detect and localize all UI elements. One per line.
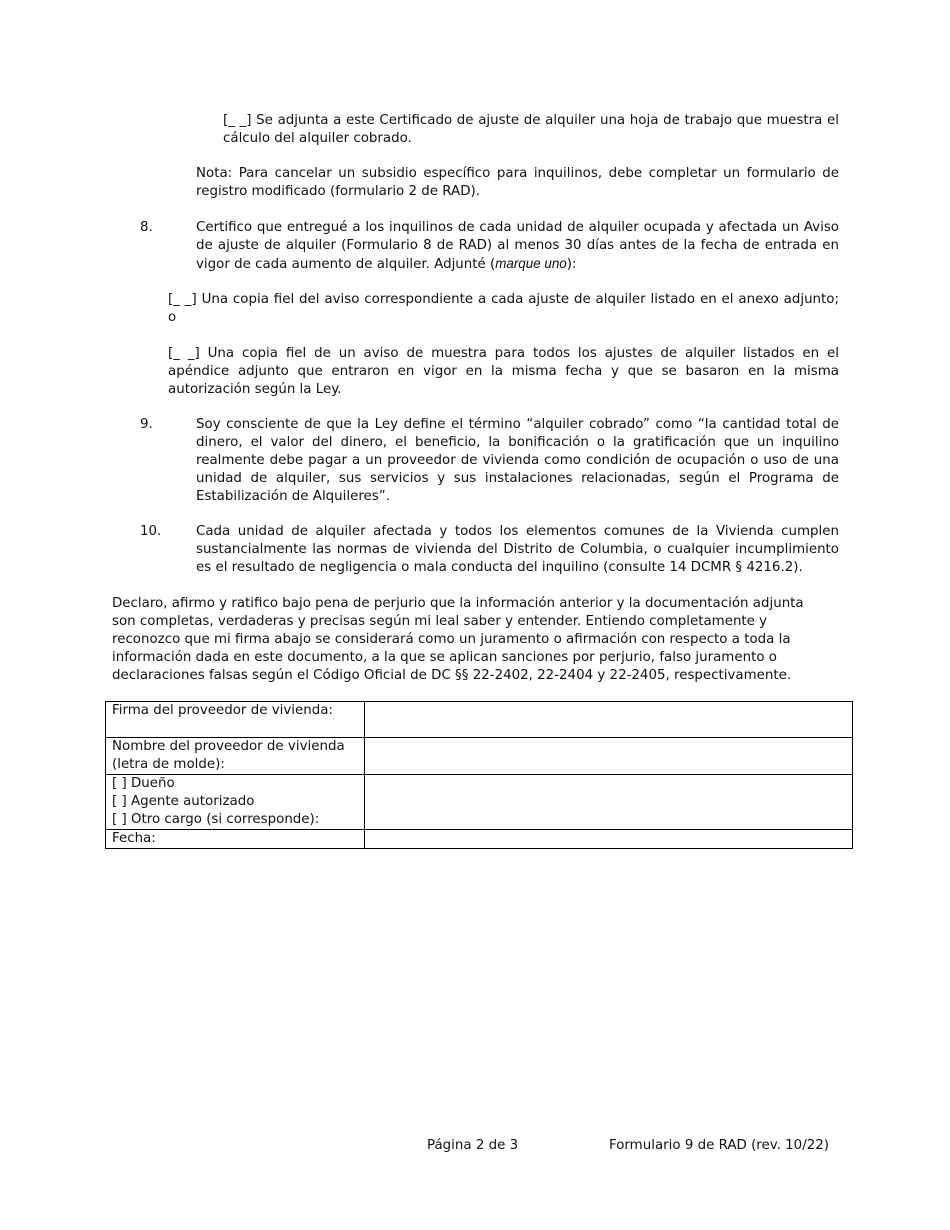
date-field[interactable] xyxy=(365,830,853,849)
signature-row xyxy=(106,702,853,738)
date-label: Fecha: xyxy=(106,830,365,849)
name-label: Nombre del proveedor de vivienda (letra de molde): xyxy=(106,738,365,775)
declaration-paragraph: Declaro, afirmo y ratifico bajo pena de perjurio que la información anterior y la documentación adjunta son completas, verdaderas y precisas según mi leal saber y entender. Entiendo completamente y reconozco que mi firma abajo se considerará como un juramento o afirmación con respecto a toda la información dada en este documento, a la que se aplican sanciones por perjurio, falso juramento o declaraciones falsas según el Código Oficial de DC §§ 22-2402, 22-2404 y 22-2405, respectivamente. xyxy=(112,596,804,683)
item-10-text: Cada unidad de alquiler afectada y todos los elementos comunes de la Vivienda cumplen sustancialmente las normas de vivienda del Distrito de Columbia, o cualquier incumplimiento es el resultado de negligencia o mala conducta del inquilino (consulte 14 DCMR § 4216.2). xyxy=(196,524,839,575)
item-8-main-text: Certifico que entregué a los inquilinos de cada unidad de alquiler ocupada y afectada un Aviso de ajuste de alquiler (Formulario 8 de RAD) al menos 30 días antes de la fecha de entrada en vigor de cada aumento de alquiler. Adjunté ( xyxy=(196,220,839,272)
role-field[interactable] xyxy=(365,775,853,830)
footer-form-id: Formulario 9 de RAD (rev. 10/22) xyxy=(609,1138,829,1153)
role-options xyxy=(106,775,365,830)
date-row xyxy=(106,830,853,849)
name-field[interactable] xyxy=(365,738,853,775)
item-10-number: 10. xyxy=(140,524,162,539)
item-9-number: 9. xyxy=(140,417,153,432)
item-8-text-end: ): xyxy=(566,257,577,272)
role-owner-checkbox[interactable]: [ ] Dueño xyxy=(112,776,175,791)
name-row xyxy=(106,738,853,775)
signature-table xyxy=(105,701,853,849)
role-other-checkbox[interactable]: [ ] Otro cargo (si corresponde): xyxy=(112,812,320,827)
role-agent-checkbox[interactable]: [ ] Agente autorizado xyxy=(112,794,255,809)
option-a-text: [_ _] Una copia fiel del aviso correspondiente a cada ajuste de alquiler listado en el anexo adjunto; o xyxy=(168,292,839,325)
item-8-text xyxy=(196,219,839,274)
option-b-text: [_ _] Una copia fiel de un aviso de muestra para todos los ajustes de alquiler listados en el apéndice adjunto que entraron en vigor en la misma fecha y que se basaron en la misma autorización según la Ley. xyxy=(168,346,839,397)
item-8-number: 8. xyxy=(140,220,153,235)
signature-label: Firma del proveedor de vivienda: xyxy=(106,702,365,738)
attach-worksheet-checkbox-text: [_ _] Se adjunta a este Certificado de ajuste de alquiler una hoja de trabajo que muestra el cálculo del alquiler cobrado. xyxy=(223,113,839,146)
item-8-emphasis: marque uno xyxy=(495,256,567,271)
role-row xyxy=(106,775,853,830)
item-9-text: Soy consciente de que la Ley define el término “alquiler cobrado” como “la cantidad total de dinero, el valor del dinero, el beneficio, la bonificación o la gratificación que un inquilino realmente debe pagar a un proveedor de vivienda como condición de ocupación o uso de una unidad de alquiler, sus servicios y sus instalaciones relacionadas, según el Programa de Estabilización de Alquileres”. xyxy=(196,417,839,504)
footer-page-number: Página 2 de 3 xyxy=(427,1138,519,1153)
signature-field[interactable] xyxy=(365,702,853,738)
note-paragraph: Nota: Para cancelar un subsidio específico para inquilinos, debe completar un formulario de registro modificado (formulario 2 de RAD). xyxy=(196,166,839,199)
